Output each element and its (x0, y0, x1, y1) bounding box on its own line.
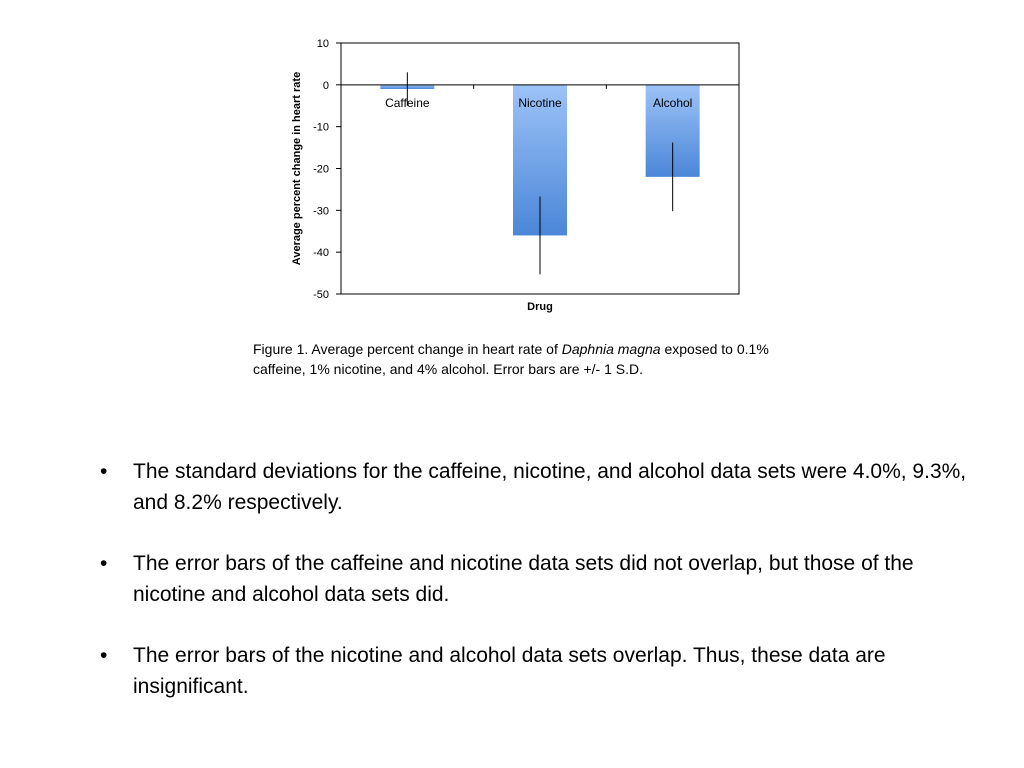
y-axis-title: Average percent change in heart rate (291, 71, 303, 266)
bullet-list (100, 456, 970, 732)
bar-chart (0, 0, 1024, 330)
bullet-item (100, 640, 970, 702)
figure-caption (253, 339, 813, 379)
y-tick-label: -10 (313, 121, 329, 134)
y-tick-label: 10 (316, 38, 329, 50)
bullet-text: The error bars of the caffeine and nicotine data sets did not overlap, but those of the nicotine and alcohol data sets did. (133, 552, 914, 606)
x-axis-title: Drug (527, 301, 553, 313)
bullet-marker: • (100, 644, 108, 667)
y-tick-label: -50 (313, 289, 329, 301)
category-label-caffeine: Caffeine (385, 95, 430, 110)
y-tick-label: -40 (313, 247, 329, 260)
bullet-marker: • (100, 552, 108, 575)
y-tick-label: -30 (313, 205, 329, 218)
caption-species: Daphnia magna (561, 341, 661, 357)
caption-prefix: Figure 1. Average percent change in heart rate of (253, 341, 562, 357)
bullet-text: The standard deviations for the caffeine, nicotine, and alcohol data sets were 4.0%, 9.3%, and 8.2% respectively. (133, 460, 967, 514)
y-tick-label: 0 (322, 79, 329, 92)
y-tick-label: -20 (313, 163, 329, 176)
bullet-item (100, 548, 970, 610)
bullet-text: The error bars of the nicotine and alcohol data sets overlap. Thus, these data are insignificant. (133, 644, 886, 698)
bullet-marker: • (100, 460, 108, 483)
category-label-alcohol: Alcohol (652, 95, 693, 110)
bullet-item (100, 456, 970, 518)
caption-suffix: exposed to 0.1% caffeine, 1% nicotine, and 4% alcohol. Error bars are +/- 1 S.D. (253, 341, 769, 377)
category-label-nicotine: Nicotine (518, 95, 562, 110)
